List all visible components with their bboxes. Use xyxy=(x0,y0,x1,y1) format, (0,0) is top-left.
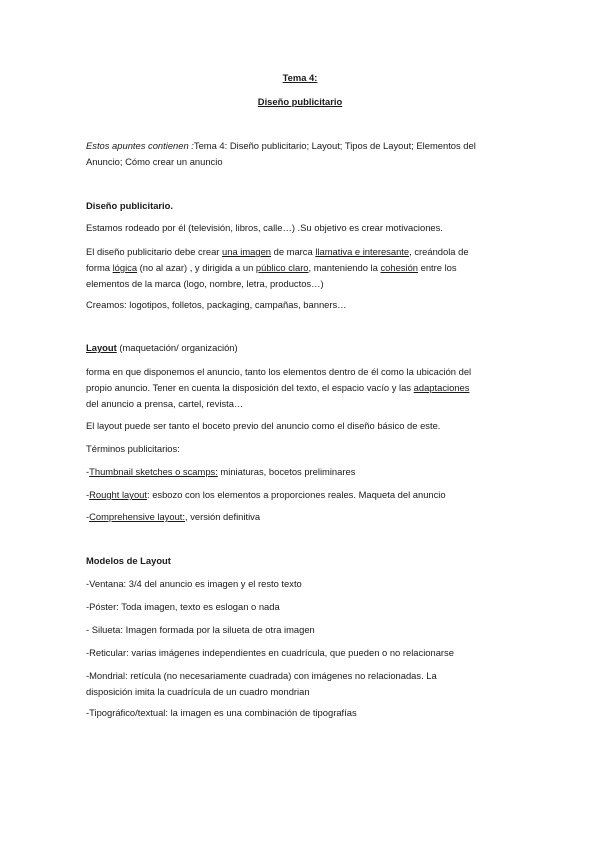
term-thumbnail xyxy=(86,466,355,477)
underlined-text: llamativa e interesante xyxy=(315,246,410,257)
text-span: , creándola de xyxy=(409,246,469,257)
section-heading-layout xyxy=(86,342,238,353)
term-comprehensive-layout xyxy=(86,511,260,522)
text-span: de marca xyxy=(271,246,316,257)
document-subtitle: Diseño publicitario xyxy=(257,96,343,107)
underlined-text: Comprehensive layout: xyxy=(89,511,186,522)
underlined-text: Rought layout xyxy=(89,489,147,500)
modelo-ventana: -Ventana: 3/4 del anuncio es imagen y el resto texto xyxy=(86,578,302,589)
diseno-paragraph-1: Estamos rodeado por él (televisión, libros, calle…) .Su objetivo es crear motivaciones. xyxy=(86,222,443,233)
text-span: miniaturas, bocetos preliminares xyxy=(217,466,356,477)
layout-heading-note: (maquetación/ organización) xyxy=(116,342,238,353)
modelo-mondrial-line-1: -Mondrial: retícula (no necesariamente cuadrada) con imágenes no relacionadas. La xyxy=(86,670,437,681)
section-heading-diseno: Diseño publicitario. xyxy=(86,200,173,211)
dash: - xyxy=(86,466,90,477)
text-span: : esbozo con los elementos a proporciones reales. Maqueta del anuncio xyxy=(146,489,446,500)
underlined-text: Thumbnail sketches o scamps: xyxy=(89,466,218,477)
modelo-silueta: - Silueta: Imagen formada por la silueta de otra imagen xyxy=(86,624,315,635)
modelo-poster: -Póster: Toda imagen, texto es eslogan o nada xyxy=(86,601,280,612)
text-span: forma xyxy=(86,262,113,273)
layout-paragraph-3: Términos publicitarios: xyxy=(86,443,180,454)
underlined-text: una imagen xyxy=(222,246,272,257)
underlined-text: público claro xyxy=(255,262,309,273)
underlined-text: cohesión xyxy=(380,262,418,273)
diseno-paragraph-2-line-3: elementos de la marca (logo, nombre, letra, productos…) xyxy=(86,278,324,289)
section-heading-modelos: Modelos de Layout xyxy=(86,555,171,566)
layout-paragraph-2: El layout puede ser tanto el boceto previo del anuncio como el diseño básico de este. xyxy=(86,420,441,431)
underlined-text: adaptaciones xyxy=(413,382,470,393)
layout-paragraph-1-line-3: del anuncio a prensa, cartel, revista… xyxy=(86,398,244,409)
text-span: (no al azar) , y dirigida a un xyxy=(137,262,256,273)
diseno-paragraph-2-line-1 xyxy=(86,246,469,257)
modelo-reticular: -Reticular: varias imágenes independientes en cuadrícula, que pueden o no relacionarse xyxy=(86,647,454,658)
text-span: entre los xyxy=(418,262,457,273)
text-span: propio anuncio. Tener en cuenta la disposición del texto, el espacio vacío y las xyxy=(86,382,414,393)
modelo-mondrial-line-2: disposición imita la cuadrícula de un cuadro mondrian xyxy=(86,686,310,697)
intro-line-1 xyxy=(86,140,476,151)
dash: - xyxy=(86,489,90,500)
text-span: , versión definitiva xyxy=(185,511,261,522)
modelo-tipografico: -Tipográfico/textual: la imagen es una combinación de tipografías xyxy=(86,707,357,718)
layout-paragraph-1-line-1: forma en que disponemos el anuncio, tanto los elementos dentro de él como la ubicación del xyxy=(86,366,472,377)
underlined-text: lógica xyxy=(112,262,138,273)
intro-text-1: Tema 4: Diseño publicitario; Layout; Tipos de Layout; Elementos del xyxy=(193,140,476,151)
layout-paragraph-1-line-2 xyxy=(86,382,469,393)
intro-label: Estos apuntes contienen : xyxy=(86,140,194,151)
diseno-paragraph-2-line-2 xyxy=(86,262,457,273)
text-span: El diseño publicitario debe crear xyxy=(86,246,223,257)
intro-line-2: Anuncio; Cómo crear un anuncio xyxy=(86,156,223,167)
diseno-paragraph-3: Creamos: logotipos, folletos, packaging, campañas, banners… xyxy=(86,299,347,310)
layout-heading-word: Layout xyxy=(86,342,117,353)
text-span: , manteniendo la xyxy=(308,262,381,273)
document-title: Tema 4: xyxy=(282,72,318,83)
dash: - xyxy=(86,511,90,522)
term-rought-layout xyxy=(86,489,446,500)
